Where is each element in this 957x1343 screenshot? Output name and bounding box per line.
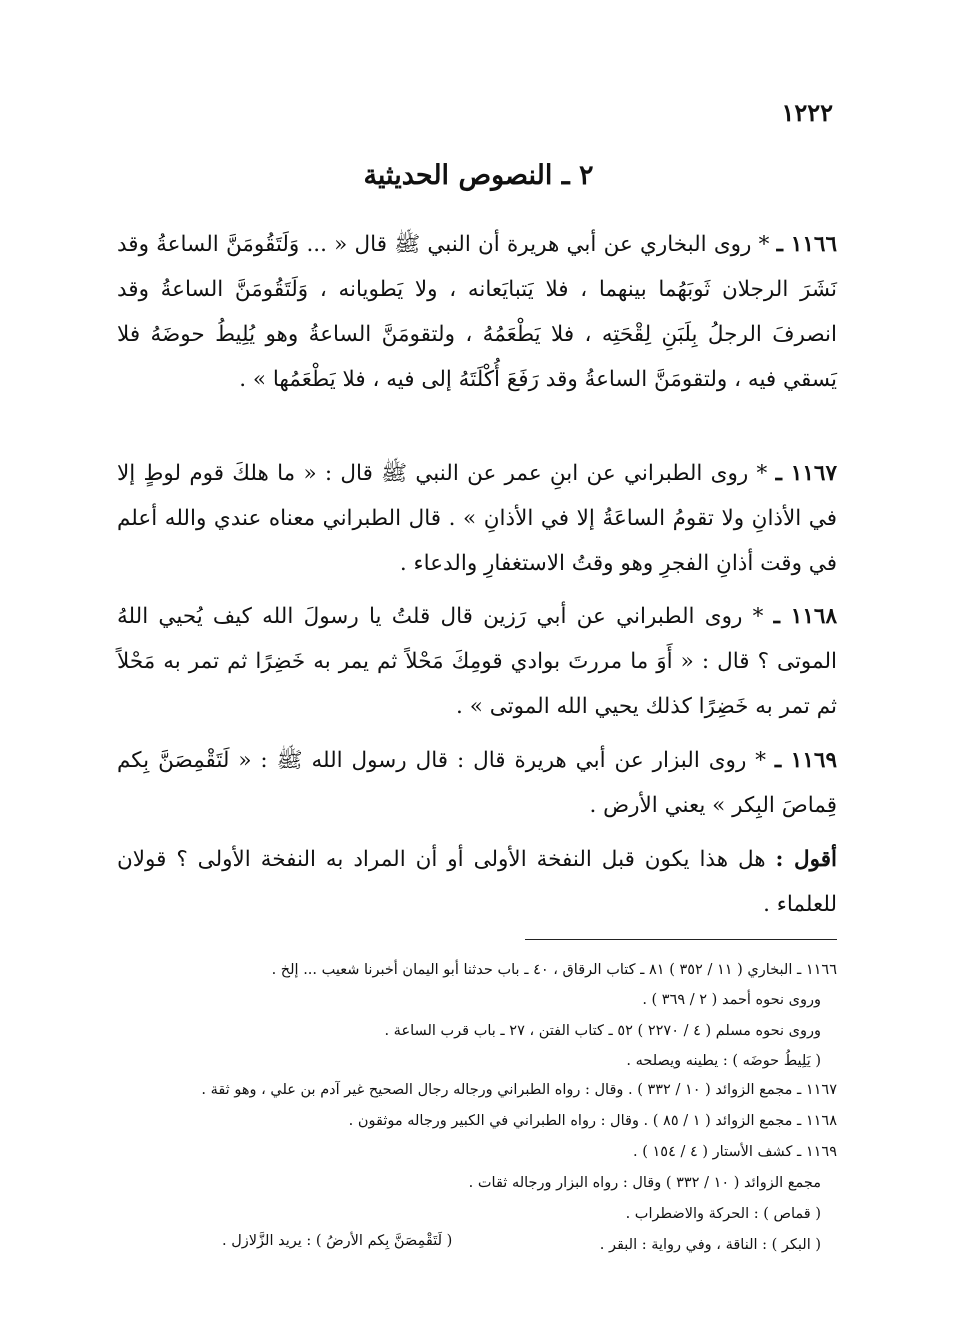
footnote-line: ( قماص ) : الحركة والاضطراب . (625, 1206, 821, 1222)
hadith-paragraph-1168 (117, 594, 837, 729)
hadith-number: ١١٦٨ ـ (773, 604, 837, 629)
comment-text: هل هذا يكون قبل النفخة الأولى أو أن المراد به النفخة الأولى ؟ قولان للعلماء . (117, 847, 837, 917)
footnote-1169: ١١٦٩ ـ كشف الأستار ( ٤ / ١٥٤ ) . (633, 1144, 837, 1160)
hadith-paragraph-1166 (117, 222, 837, 402)
hadith-paragraph-1169 (117, 738, 837, 828)
hadith-text: * روى الطبراني عن ابنِ عمر عن النبي ﷺ قال : « ما هلكَ قوم لوطٍ إلا في الأذانِ ولا تقومُ الساعَةُ إلا في الأذانِ » . قال الطبراني معناه عندي والله أعلم في وقت أذانِ الفجرِ وهو وقتُ الاستغفارِ والدعاء . (117, 461, 837, 576)
footnote-line: مجمع الزوائد ( ١٠ / ٣٣٢ ) وقال : رواه البزار ورجاله ثقات . (468, 1175, 821, 1191)
footnote-1166: ١١٦٦ ـ البخاري ( ١١ / ٣٥٢ ) ٨١ ـ كتاب الرقاق ، ٤٠ ـ باب حدثنا أبو اليمان أخبرنا شعيب ... إلخ . (271, 962, 837, 978)
footnote-1168: ١١٦٨ ـ مجمع الزوائد ( ١ / ٨٥ ) . وقال : رواه الطبراني في الكبير ورجاله موثقون . (348, 1113, 837, 1129)
footnote-line: ( لَتَقْمِصَنَّ بِكم الأرضُ ) : يريد الزَّلازل . (222, 1233, 453, 1249)
hadith-number: ١١٦٩ ـ (774, 748, 837, 773)
hadith-text: * روى الطبراني عن أبي رَزين قال قلتُ يا رسولَ الله كيف يُحيي اللهُ الموتى ؟ قال : « أَوَ ما مررتَ بوادي قومِكَ مَحْلاً ثم يمر به خَضِرًا ثم تمر به مَحْلاً ثم تمر به خَضِرًا كذلك يحيي الله الموتى » . (117, 604, 837, 719)
footnote-line: ( البكر ) : الناقة ، وفي رواية : البقر . (599, 1237, 821, 1253)
hadith-text: * روى البخاري عن أبي هريرة أن النبي ﷺ قال « ... وَلَتَقُومَنَّ الساعةُ وقد نَشَرَ الرجلان ثَوبَهُما بينهما ، فلا يَتبايَعانه ، ولا يَطويانه ، وَلَتَقُومَنَّ الساعةُ وقد انصرفَ الرجلُ بِلَبَنِ لِقْحَتِه ، فلا يَطْعَمُهُ ، ولتقومَنَّ الساعةُ وهو يُلِيطُ حوضَهُ فلا يَسقي فيه ، ولتقومَنَّ الساعةُ وقد رَفَعَ أُكْلَتَهُ إلى فيه ، فلا يَطْعَمُها » . (117, 232, 837, 392)
section-heading: ٢ ـ النصوص الحديثية (363, 160, 594, 191)
footnote-line: وروى نحوه أحمد ( ٢ / ٣٦٩ ) . (642, 992, 821, 1008)
author-comment (117, 837, 837, 927)
footnote-line: ( يَلِيطُ حوضَه ) : يطينه ويصلحه . (626, 1053, 821, 1069)
footnote-line: وروى نحوه مسلم ( ٤ / ٢٢٧٠ ) ٥٢ ـ كتاب الفتن ، ٢٧ ـ باب قرب الساعة . (384, 1023, 821, 1039)
comment-label: أقول : (775, 847, 837, 872)
page-number: ١٢٢٢ (781, 98, 833, 127)
footnote-divider (525, 939, 837, 940)
hadith-paragraph-1167 (117, 451, 837, 586)
footnote-1167: ١١٦٧ ـ مجمع الزوائد ( ١٠ / ٣٣٢ ) . وقال : رواه الطبراني ورجاله رجال الصحيح غير آدم بن علي ، وهو ثقة . (201, 1082, 837, 1098)
hadith-text: * روى البزار عن أبي هريرة قال : قال رسول الله ﷺ : « لَتَقْمِصَنَّ بِكم قِماصَ البِكر » يعني الأرض . (117, 748, 837, 818)
hadith-number: ١١٦٦ ـ (776, 232, 837, 257)
hadith-number: ١١٦٧ ـ (775, 461, 837, 486)
